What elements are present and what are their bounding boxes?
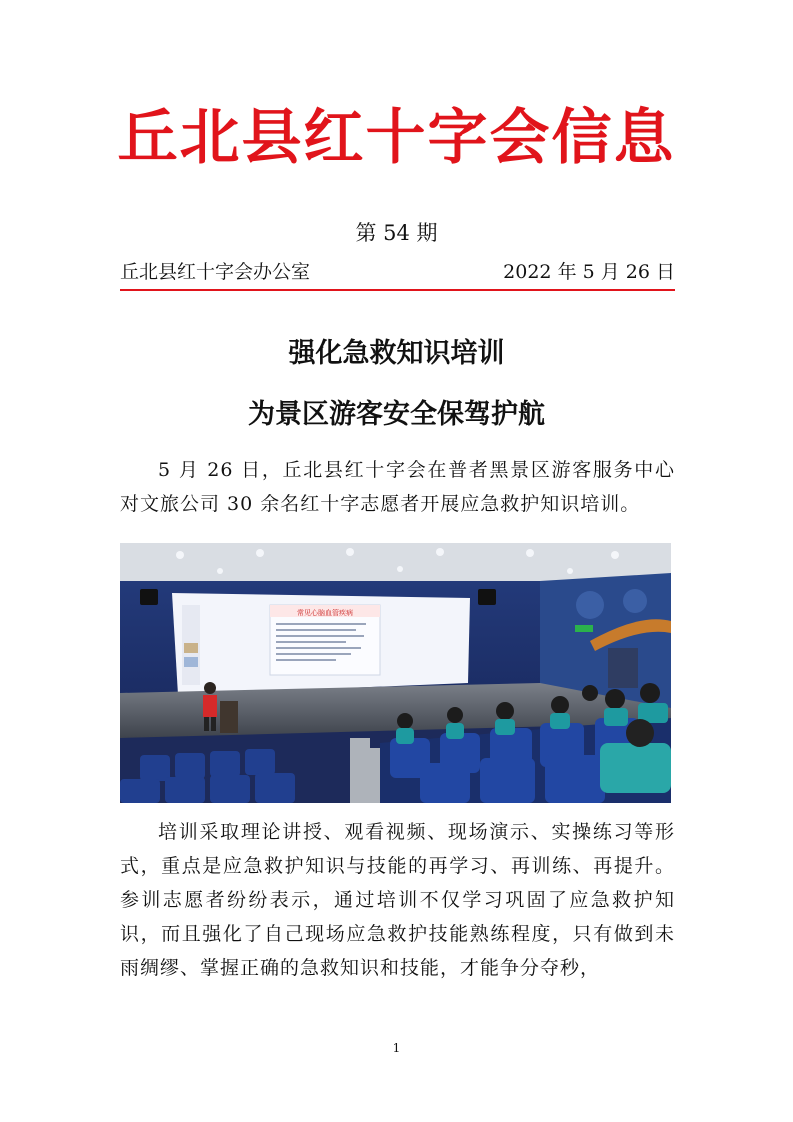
headline-line-1: 强化急救知识培训 xyxy=(288,338,505,369)
meta-row xyxy=(120,258,675,286)
paragraph-1 xyxy=(120,453,675,521)
red-divider xyxy=(120,289,675,291)
paragraph-1-text: 5 月 26 日，丘北县红十字会在普者黑景区游客服务中心对文旅公司 30 余名红十字志愿者开展应急救护知识培训。 xyxy=(120,459,675,515)
masthead-title: 丘北县红十字会信息 xyxy=(117,103,676,173)
slide-title: 常见心脑血管疾病 xyxy=(297,609,353,617)
training-photo-illustration xyxy=(120,543,671,803)
training-photo xyxy=(120,543,671,803)
issue-number: 第 54 期 xyxy=(355,221,438,245)
organization-name: 丘北县红十字会办公室 xyxy=(120,261,311,283)
paragraph-2-text: 培训采取理论讲授、观看视频、现场演示、实操练习等形式，重点是应急救护知识与技能的再学习、再训练、再提升。参训志愿者纷纷表示，通过培训不仅学习巩固了应急救护知识，而且强化了自己现场应急救护技能熟练程度，只有做到未雨绸缪、掌握正确的急救知识和技能，才能争分夺秒， xyxy=(120,821,675,979)
headline-line-2: 为景区游客安全保驾护航 xyxy=(248,399,545,430)
publish-date: 2022 年 5 月 26 日 xyxy=(503,261,675,283)
paragraph-2 xyxy=(120,815,675,985)
page-number: 1 xyxy=(392,1041,401,1055)
